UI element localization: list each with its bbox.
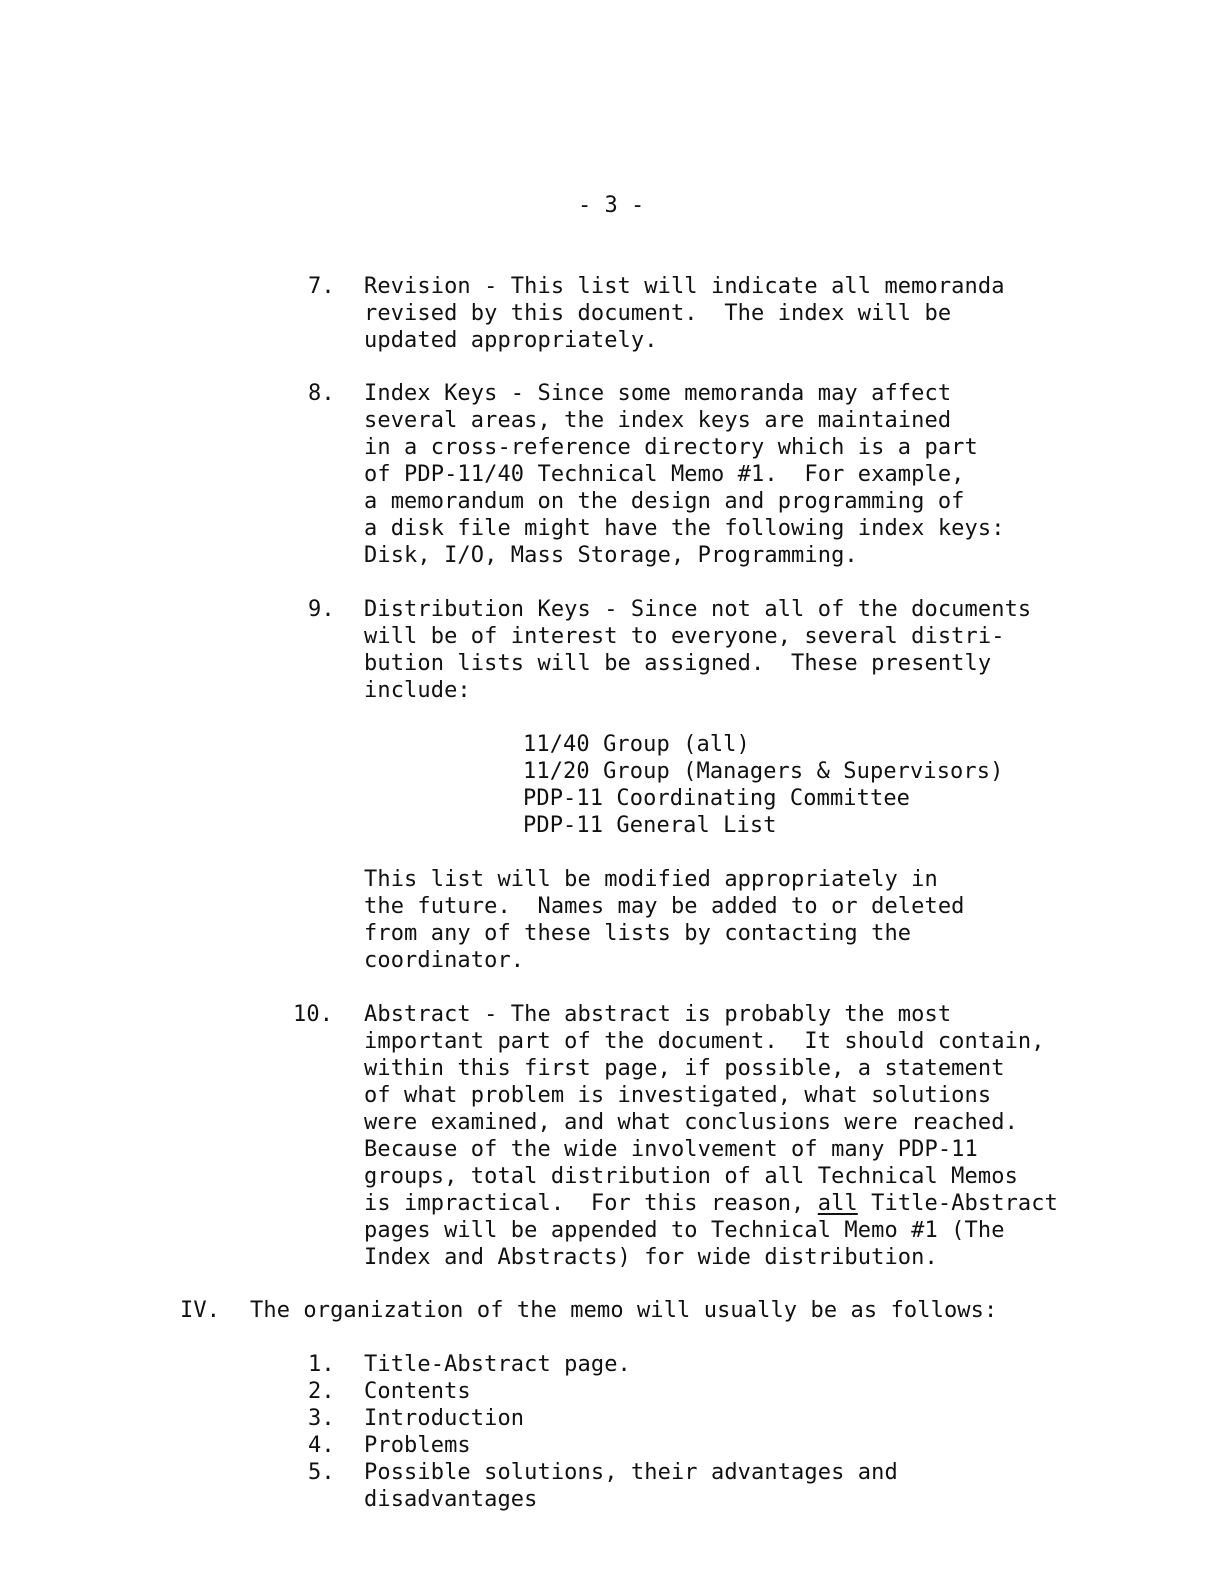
list-item-text: Title-Abstract page.: [364, 1352, 631, 1377]
paragraph-line: in a cross-reference directory which is a part: [364, 435, 978, 460]
paragraph-line: Revision - This list will indicate all memoranda: [364, 274, 1005, 299]
paragraph-line: This list will be modified appropriately in: [364, 867, 938, 892]
section-heading: The organization of the memo will usually be as follows:: [250, 1298, 998, 1323]
paragraph-line: of PDP-11/40 Technical Memo #1. For example,: [364, 462, 965, 487]
paragraph-line: Because of the wide involvement of many PDP-11: [364, 1137, 978, 1162]
paragraph-line: updated appropriately.: [364, 328, 658, 353]
item-number: 8.: [308, 381, 335, 406]
paragraph-line: Distribution Keys - Since not all of the documents: [364, 597, 1032, 622]
page-number: - 3 -: [578, 193, 645, 218]
paragraph-line: were examined, and what conclusions were reached.: [364, 1110, 1018, 1135]
paragraph-line: the future. Names may be added to or deleted: [364, 894, 965, 919]
emphasis-before: is impractical. For this reason,: [364, 1191, 818, 1216]
distribution-list-item: PDP-11 General List: [523, 813, 777, 838]
list-item-number: 1.: [308, 1352, 335, 1377]
list-item-text: Problems: [364, 1433, 471, 1458]
item-number: 10.: [293, 1002, 334, 1027]
distribution-list-item: PDP-11 Coordinating Committee: [523, 786, 911, 811]
paragraph-line: of what problem is investigated, what solutions: [364, 1083, 992, 1108]
distribution-list-item: 11/20 Group (Managers & Supervisors): [523, 759, 1004, 784]
paragraph-line: pages will be appended to Technical Memo #1 (The: [364, 1218, 1005, 1243]
paragraph-line: a disk file might have the following index keys:: [364, 516, 1005, 541]
paragraph-line: Abstract - The abstract is probably the most: [364, 1002, 952, 1027]
paragraph-line: from any of these lists by contacting the: [364, 921, 912, 946]
list-item-number: 3.: [308, 1406, 335, 1431]
paragraph-line: Disk, I/O, Mass Storage, Programming.: [364, 543, 858, 568]
paragraph-line: groups, total distribution of all Technical Memos: [364, 1164, 1018, 1189]
underlined-all: all: [817, 1191, 858, 1216]
paragraph-line: bution lists will be assigned. These presently: [364, 651, 992, 676]
paragraph-line: Index and Abstracts) for wide distribution.: [364, 1245, 938, 1270]
paragraph-line: coordinator.: [364, 948, 525, 973]
paragraph-line-with-emphasis: [364, 1190, 1058, 1217]
item-number: 9.: [308, 597, 335, 622]
paragraph-line: will be of interest to everyone, several distri-: [364, 624, 1005, 649]
paragraph-line: revised by this document. The index will be: [364, 301, 952, 326]
item-number: 7.: [308, 274, 335, 299]
paragraph-line: within this first page, if possible, a statement: [364, 1056, 1005, 1081]
list-item-number: 4.: [308, 1433, 335, 1458]
list-item-text: Possible solutions, their advantages and: [364, 1460, 898, 1485]
section-number: IV.: [180, 1298, 221, 1323]
list-item-number: 2.: [308, 1379, 335, 1404]
paragraph-line: important part of the document. It should contain,: [364, 1029, 1045, 1054]
paragraph-line: a memorandum on the design and programming of: [364, 489, 965, 514]
list-item-text: disadvantages: [364, 1487, 538, 1512]
list-item-text: Introduction: [364, 1406, 525, 1431]
list-item-number: 5.: [308, 1460, 335, 1485]
paragraph-line: several areas, the index keys are maintained: [364, 408, 952, 433]
emphasis-after: Title-Abstract: [857, 1191, 1058, 1216]
distribution-list-item: 11/40 Group (all): [523, 732, 750, 757]
paragraph-line: Index Keys - Since some memoranda may affect: [364, 381, 952, 406]
list-item-text: Contents: [364, 1379, 471, 1404]
paragraph-line: include:: [364, 678, 471, 703]
